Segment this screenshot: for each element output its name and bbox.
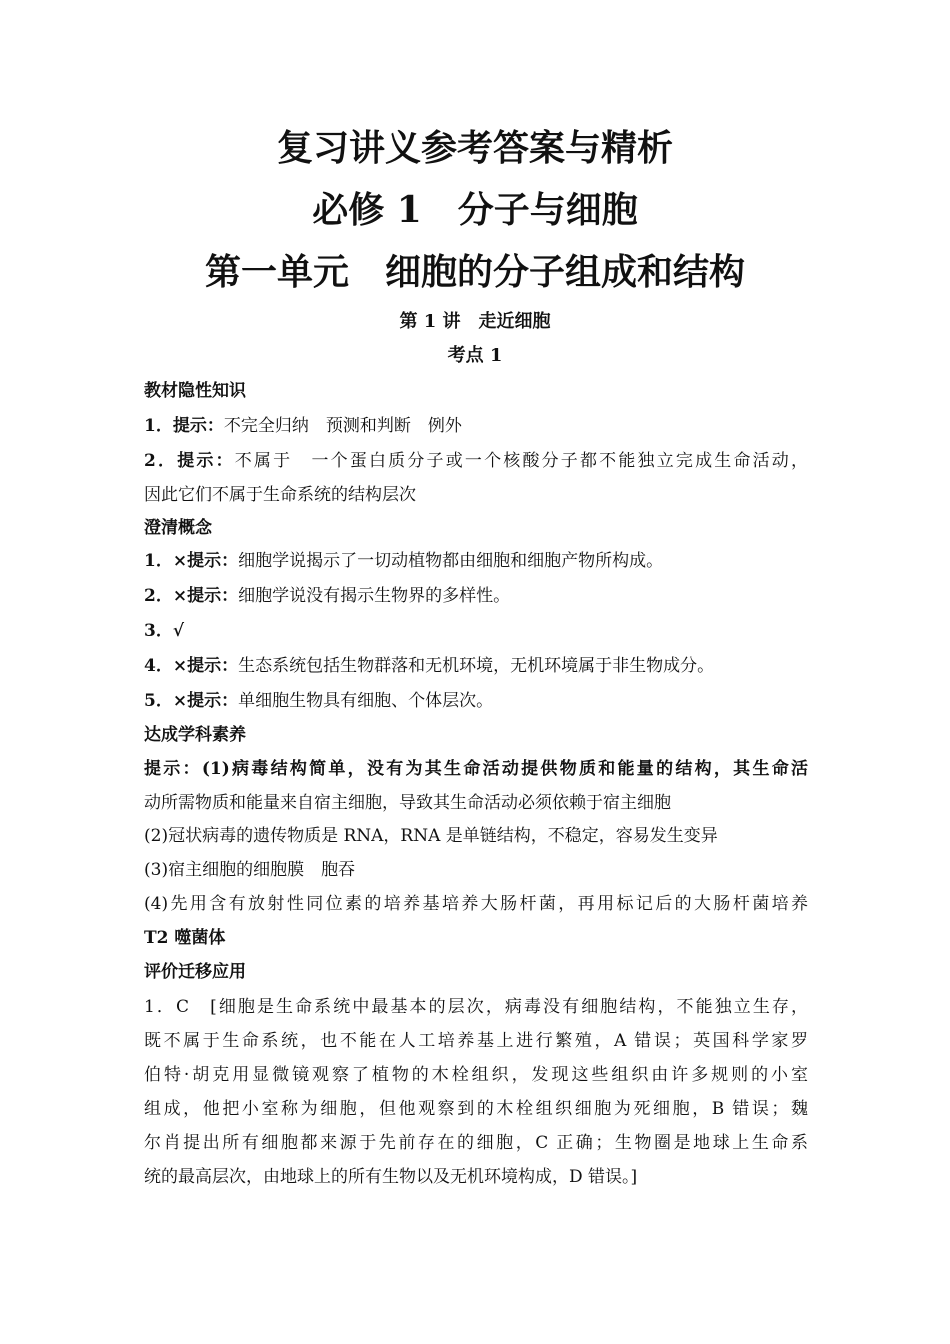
point-title: 考点 1 bbox=[447, 345, 503, 366]
section-heading-clarify-concepts: 澄清概念 bbox=[144, 518, 212, 538]
literacy-line-2: 动所需物质和能量来自宿主细胞，导致其生命活动必须依赖于宿主细胞 bbox=[144, 793, 671, 813]
eval-line-5: 尔肖提出所有细胞都来源于先前存在的细胞，C 正确；生物圈是地球上生命系 bbox=[144, 1133, 808, 1153]
section-heading-evaluation: 评价迁移应用 bbox=[144, 962, 246, 982]
concept-item-3-prefix: 3．√ bbox=[144, 621, 185, 641]
module-title: 必修 1 分子与细胞 bbox=[312, 189, 638, 231]
hidden-item-1-prefix: 1．提示： bbox=[144, 416, 224, 436]
concept-item-4-prefix: 4．×提示： bbox=[144, 656, 239, 676]
eval-line-3: 伯特·胡克用显微镜观察了植物的木栓组织，发现这些组织由许多规则的小室 bbox=[144, 1065, 808, 1085]
literacy-line-1: 提示：(1)病毒结构简单，没有为其生命活动提供物质和能量的结构，其生命活 bbox=[144, 759, 808, 779]
hidden-item-2-continued: 因此它们不属于生命系统的结构层次 bbox=[144, 485, 416, 505]
eval-line-2: 既不属于生命系统，也不能在人工培养基上进行繁殖，A 错误；英国科学家罗 bbox=[144, 1031, 808, 1051]
concept-item-5 bbox=[144, 688, 808, 714]
concept-item-3 bbox=[144, 618, 808, 644]
eval-line-1: 1．C [细胞是生命系统中最基本的层次，病毒没有细胞结构，不能独立生存， bbox=[144, 997, 808, 1017]
concept-item-2 bbox=[144, 583, 808, 609]
concept-item-1 bbox=[144, 548, 808, 574]
literacy-line-3: (2)冠状病毒的遗传物质是 RNA，RNA 是单链结构，不稳定，容易发生变异 bbox=[144, 826, 718, 846]
eval-line-4: 组成，他把小室称为细胞，但他观察到的木栓组织细胞为死细胞，B 错误；魏 bbox=[144, 1099, 808, 1119]
section-heading-hidden-knowledge: 教材隐性知识 bbox=[144, 381, 246, 401]
concept-item-1-prefix: 1．×提示： bbox=[144, 551, 239, 571]
concept-item-1-text: 细胞学说揭示了一切动植物都由细胞和细胞产物所构成。 bbox=[238, 551, 664, 571]
concept-item-4 bbox=[144, 653, 808, 679]
main-title: 复习讲义参考答案与精析 bbox=[276, 127, 673, 169]
concept-item-4-text: 生态系统包括生物群落和无机环境，无机环境属于非生物成分。 bbox=[238, 656, 715, 676]
hidden-item-1 bbox=[144, 413, 808, 439]
unit-title: 第一单元 细胞的分子组成和结构 bbox=[204, 251, 745, 293]
section-heading-subject-literacy: 达成学科素养 bbox=[144, 725, 246, 745]
concept-item-2-prefix: 2．×提示： bbox=[144, 586, 239, 606]
literacy-line-6: T2 噬菌体 bbox=[144, 928, 226, 948]
hidden-item-1-text: 不完全归纳 预测和判断 例外 bbox=[223, 416, 462, 436]
concept-item-2-text: 细胞学说没有揭示生物界的多样性。 bbox=[238, 586, 511, 606]
literacy-line-4: (3)宿主细胞的细胞膜 胞吞 bbox=[144, 860, 356, 880]
eval-line-6: 统的最高层次，由地球上的所有生物以及无机环境构成，D 错误。] bbox=[144, 1167, 638, 1187]
literacy-line-5: (4)先用含有放射性同位素的培养基培养大肠杆菌，再用标记后的大肠杆菌培养 bbox=[144, 894, 808, 914]
concept-item-5-prefix: 5．×提示： bbox=[144, 691, 239, 711]
hidden-item-2-prefix: 2．提示： bbox=[144, 451, 235, 471]
hidden-item-2-text: 不属于 一个蛋白质分子或一个核酸分子都不能独立完成生命活动， bbox=[234, 451, 808, 471]
hidden-item-2 bbox=[144, 448, 808, 474]
lecture-title: 第 1 讲 走近细胞 bbox=[399, 311, 551, 332]
concept-item-5-text: 单细胞生物具有细胞、个体层次。 bbox=[238, 691, 494, 711]
